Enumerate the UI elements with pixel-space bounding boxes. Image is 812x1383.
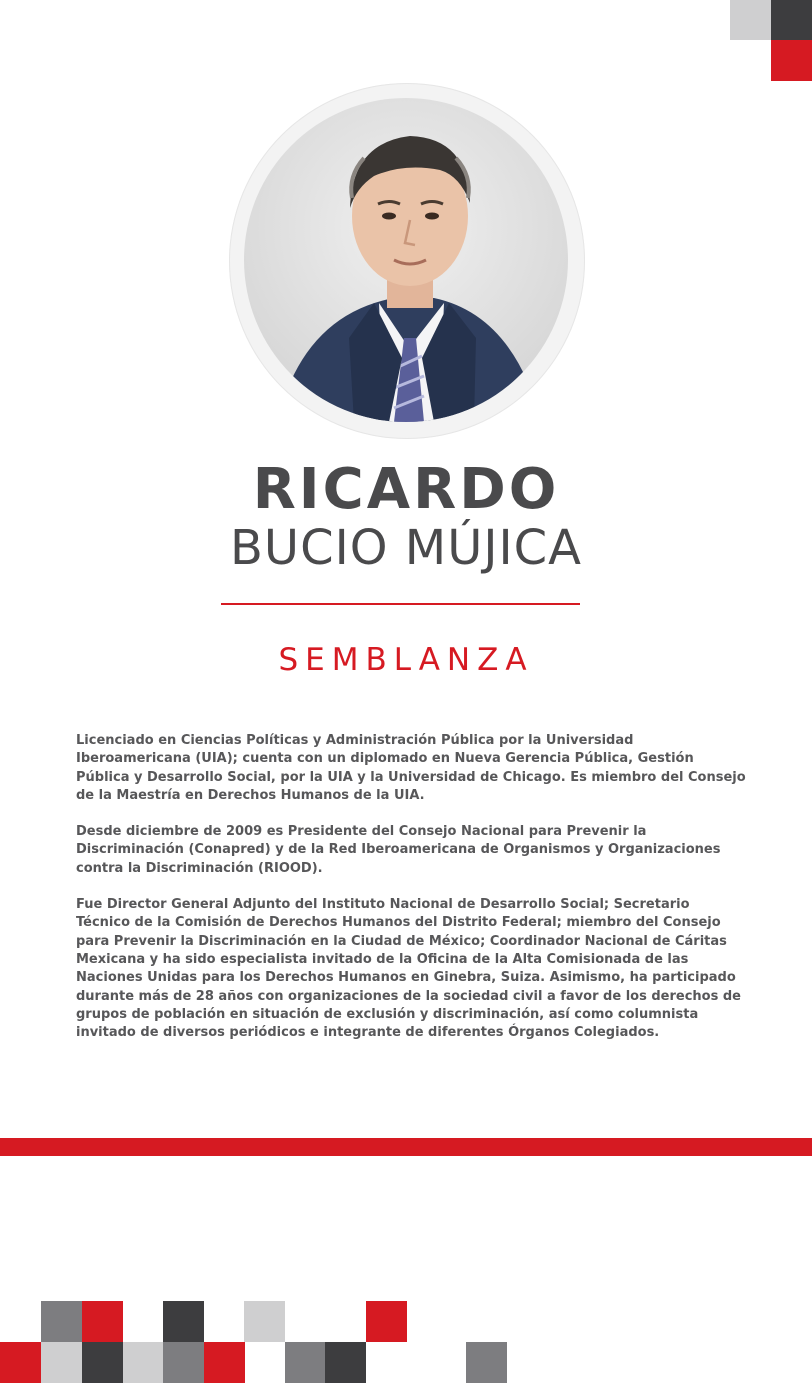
portrait-illustration [244, 98, 568, 422]
pixel-square [204, 1342, 245, 1383]
pixel-square [41, 1301, 82, 1342]
red-divider [221, 603, 580, 605]
pixel-square [285, 1342, 326, 1383]
pixel-square [123, 1342, 164, 1383]
corner-square-dark [771, 0, 812, 40]
pixel-square [466, 1342, 507, 1383]
pixel-square [41, 1342, 82, 1383]
pixel-square [244, 1301, 285, 1342]
biography-text [76, 732, 748, 1060]
section-title: SEMBLANZA [278, 642, 534, 678]
bio-paragraph: Fue Director General Adjunto del Instituto Nacional de Desarrollo Social; Secretario Técnico de la Comisión de Derechos Humanos del Distrito Federal; miembro del Consejo para Prevenir la Discriminación en la Ciudad de México; Coordinador Nacional de Cáritas Mexicana y ha sido especialista invitado de la Oficina de la Alta Comisionada de las Naciones Unidas para los Derechos Humanos en Ginebra, Suiza. Asimismo, ha participado durante más de 28 años con organizaciones de la sociedad civil a favor de los derechos de grupos de población en situación de exclusión y discriminación, así como columnista invitado de diversos periódicos e integrante de diferentes Órganos Colegiados. [76, 897, 741, 1041]
corner-square-red [771, 40, 812, 81]
pixel-square [325, 1342, 366, 1383]
bio-paragraph: Licenciado en Ciencias Políticas y Administración Pública por la Universidad Iberoamericana (UIA); cuenta con un diplomado en Nueva Gerencia Pública, Gestión Pública y Desarrollo Social, por la UIA y la Universidad de Chicago. Es miembro del Consejo de la Maestría en Derechos Humanos de la UIA. [76, 733, 746, 803]
pixel-square [82, 1301, 123, 1342]
first-name-heading: RICARDO [252, 457, 560, 522]
portrait-photo [244, 98, 568, 422]
pixel-square [163, 1342, 204, 1383]
pixel-square [366, 1301, 407, 1342]
red-band [0, 1138, 812, 1156]
corner-square-light [730, 0, 771, 40]
bio-paragraph: Desde diciembre de 2009 es Presidente del Consejo Nacional para Prevenir la Discriminación (Conapred) y de la Red Iberoamericana de Organismos y Organizaciones contra la Discriminación (RIOOD). [76, 824, 721, 876]
pixel-square [82, 1342, 123, 1383]
last-name-heading: BUCIO MÚJICA [230, 520, 582, 576]
pixel-square [0, 1342, 41, 1383]
pixel-square [163, 1301, 204, 1342]
